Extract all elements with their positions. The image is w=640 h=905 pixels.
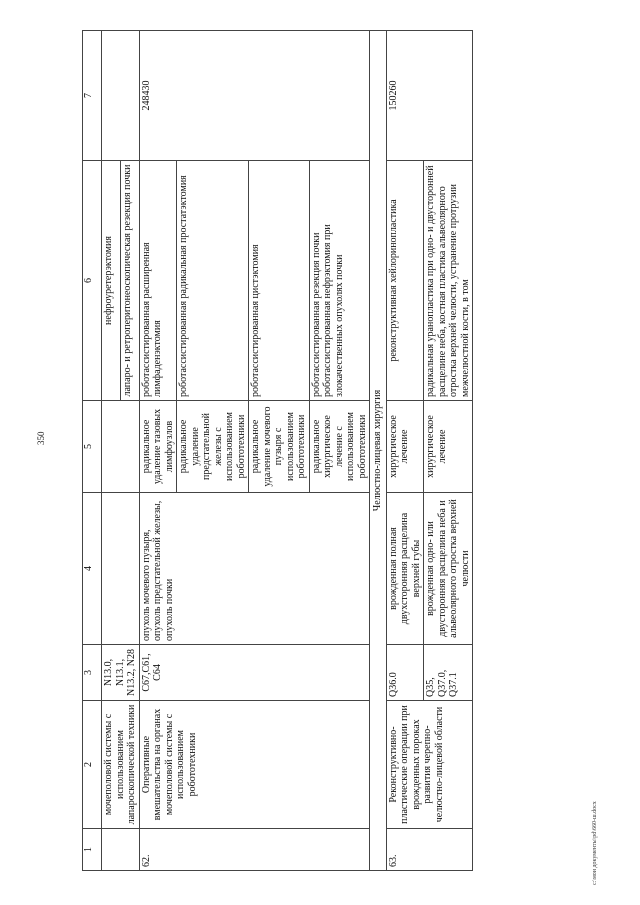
cell: роботассистированная расширенная лимфаденэктомия	[139, 161, 177, 401]
cell: радикальное удаление тазовых лимфоузлов	[139, 401, 177, 493]
cell: опухоль мочевого пузыря, опухоль предстательной железы, опухоль почки	[139, 493, 370, 645]
cell: нефроуретерэктомия	[102, 161, 121, 401]
header-row	[83, 31, 102, 871]
cell: радикальная уранопластика при одно- и двусторонней расщелине неба, костная пластика альвеолярного отростка верхней челюсти, устранение протрузии межчелюстной кости, в том	[424, 161, 473, 401]
cell: мочеполовой системы с использованием лапароскопической техники	[102, 701, 140, 829]
cell	[102, 401, 140, 493]
header-cell: 4	[83, 493, 102, 645]
row-number: 63.	[386, 829, 473, 871]
section-title: Челюстно-лицевая хирургия	[370, 31, 387, 871]
file-path: c:\мои документы\pd\660-ш.docx	[592, 801, 598, 885]
cell: радикальное удаление предстательной железы с использованием робототехники	[177, 401, 249, 493]
cell: реконструктивная хейлоринопластика	[386, 161, 424, 401]
table-row	[386, 31, 424, 871]
cell: роботассистированная радикальная простатэктомия	[177, 161, 249, 401]
cell	[102, 31, 140, 161]
cell: C67,C61, C64	[139, 645, 370, 701]
cell: Оперативные вмешательства на органах мочеполовой системы с использованием робототехники	[139, 701, 370, 829]
cell: хирургическое лечение	[386, 401, 424, 493]
cell	[102, 493, 140, 645]
cell: лапаро- и ретроперитонеоскопическая резекция почки	[120, 161, 139, 401]
cell: роботассистированная цистэктомия	[249, 161, 310, 401]
header-cell: 2	[83, 701, 102, 829]
header-cell: 5	[83, 401, 102, 493]
section-row	[370, 31, 387, 871]
cell: Q35, Q37.0, Q37.1	[424, 645, 473, 701]
cell	[102, 829, 140, 871]
header-cell: 1	[83, 829, 102, 871]
header-cell: 7	[83, 31, 102, 161]
price-cell: 248430	[139, 31, 370, 161]
row-number: 62.	[139, 829, 370, 871]
cell: врожденная одно- или двусторонняя расщелина неба и альвеолярного отростка верхней челюсти	[424, 493, 473, 645]
cell: радикальное удаление мочевого пузыря с использованием робототехники	[249, 401, 310, 493]
cell: Q36.0	[386, 645, 424, 701]
cell: N13.0, N13.1, N13.2, N28	[102, 645, 140, 701]
procedures-table	[82, 30, 473, 871]
cell: радикальное хирургическое лечение с использованием робототехники	[309, 401, 370, 493]
cell: Реконструктивно-пластические операции при врожденных пороках развития черепно-челюстно-лицевой области	[386, 701, 473, 829]
cell: роботассистированная резекция почки роботассистированная нефрэктомия при злокачественных опухолях почки	[309, 161, 370, 401]
price-cell: 150260	[386, 31, 473, 161]
cell: врожденная полная двухсторонняя расщелина верхней губы	[386, 493, 424, 645]
header-cell: 3	[83, 645, 102, 701]
cell: хирургическое лечение	[424, 401, 473, 493]
page-number: 350	[36, 431, 46, 445]
table-row	[102, 31, 121, 871]
header-cell: 6	[83, 161, 102, 401]
table-row	[139, 31, 177, 871]
